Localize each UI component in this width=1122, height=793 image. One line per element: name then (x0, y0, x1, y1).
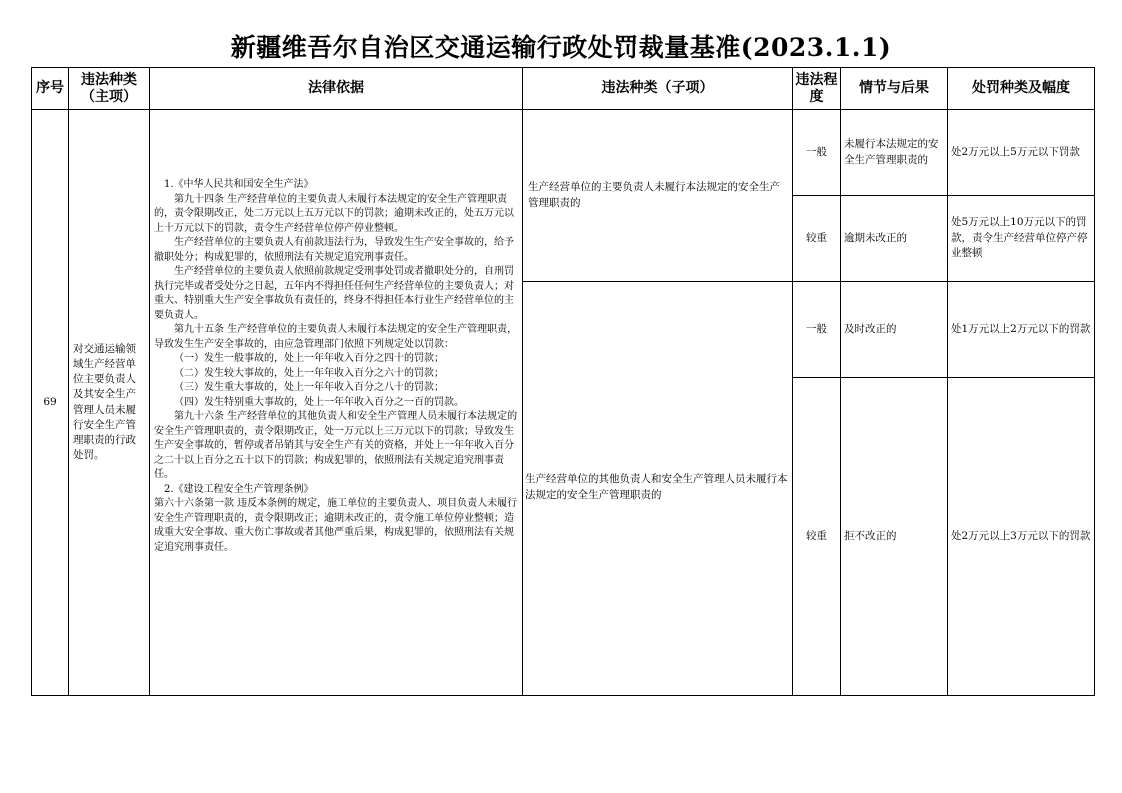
law-article-95-item3: （三）发生重大事故的，处上一年年收入百分之八十的罚款； (174, 382, 444, 393)
page-title: 新疆维吾尔自治区交通运输行政处罚裁量基准(2023.1.1) (230, 33, 892, 62)
category-sub-cell: 生产经营单位的其他负责人和安全生产管理人员未履行本法规定的安全生产管理职责的 (523, 282, 793, 696)
header-penalty: 处罚种类及幅度 (948, 68, 1095, 110)
law-title-2: 2.《建设工程安全生产管理条例》 (164, 483, 314, 495)
penalty-cell: 处2万元以上3万元以下的罚款 (948, 378, 1095, 696)
circumstance-cell: 拒不改正的 (841, 378, 948, 696)
category-main-cell: 对交通运输领域生产经营单位主要负责人及其安全生产管理人员未履行安全生产管理职责的行政处罚。 (69, 110, 150, 696)
header-degree: 违法程度 (793, 68, 841, 110)
degree-cell: 一般 (793, 110, 841, 196)
header-circumstance: 情节与后果 (841, 68, 948, 110)
law-article-95-item1: （一）发生一般事故的，处上一年年收入百分之四十的罚款； (174, 353, 444, 364)
penalty-cell: 处5万元以上10万元以下的罚款，责令生产经营单位停产停业整顿 (948, 196, 1095, 282)
law-article-95-item2: （二）发生较大事故的，处上一年年收入百分之六十的罚款； (174, 367, 444, 379)
category-sub-cell: 生产经营单位的主要负责人未履行本法规定的安全生产管理职责的 (523, 110, 793, 282)
table-header-row (32, 68, 1095, 110)
law-article-94: 第九十四条 生产经营单位的主要负责人未履行本法规定的安全生产管理职责的，责令限期改正，处二万元以上五万元以下的罚款；逾期未改正的，处五万元以上十万元以下的罚款，责令生产经营单位停产停业整顿。 (154, 193, 514, 234)
law-article-66: 第六十六条第一款 违反本条例的规定，施工单位的主要负责人、项目负责人未履行安全生产管理职责的，责令限期改正；逾期未改正的，责令施工单位停业整顿；造成重大安全事故、重大伤亡事故或者其他严重后果，构成犯罪的，依照刑法有关规定追究刑事责任。 (154, 498, 518, 553)
penalty-cell: 处1万元以上2万元以下的罚款 (948, 282, 1095, 378)
law-article-95-item4: （四）发生特别重大事故的，处上一年年收入百分之一百的罚款。 (174, 396, 464, 408)
circumstance-cell: 未履行本法规定的安全生产管理职责的 (841, 110, 948, 196)
penalty-cell: 处2万元以上5万元以下罚款 (948, 110, 1095, 196)
degree-cell: 较重 (793, 378, 841, 696)
circumstance-cell: 逾期未改正的 (841, 196, 948, 282)
legal-basis-cell (150, 110, 523, 696)
header-legal-basis: 法律依据 (150, 68, 523, 110)
table-row (32, 110, 1095, 196)
seq-cell: 69 (32, 110, 69, 696)
law-article-94-p2: 生产经营单位的主要负责人有前款违法行为，导致发生生产安全事故的，给予撤职处分；构成犯罪的，依照刑法有关规定追究刑事责任。 (154, 237, 514, 263)
law-article-94-p3: 生产经营单位的主要负责人依照前款规定受刑事处罚或者撤职处分的，自刑罚执行完毕或者受处分之日起，五年内不得担任任何生产经营单位的主要负责人；对重大、特别重大生产安全事故负有责任的，终身不得担任本行业生产经营单位的主要负责人。 (154, 266, 514, 321)
degree-cell: 较重 (793, 196, 841, 282)
header-category-sub: 违法种类（子项） (523, 68, 793, 110)
circumstance-cell: 及时改正的 (841, 282, 948, 378)
header-seq: 序号 (32, 68, 69, 110)
law-title-1: 1.《中华人民共和国安全生产法》 (164, 179, 314, 190)
header-category-main: 违法种类（主项） (69, 68, 150, 110)
law-article-95: 第九十五条 生产经营单位的主要负责人未履行本法规定的安全生产管理职责，导致发生生产安全事故的，由应急管理部门依照下列规定处以罚款： (154, 324, 518, 350)
law-article-96: 第九十六条 生产经营单位的其他负责人和安全生产管理人员未履行本法规定的安全生产管理职责的，责令限期改正，处一万元以上三万元以下的罚款；导致发生生产安全事故的，暂停或者吊销其与安全生产有关的资格，并处上一年年收入百分之二十以上百分之五十以下的罚款；构成犯罪的，依照刑法有关规定追究刑事责任。 (154, 411, 518, 480)
degree-cell: 一般 (793, 282, 841, 378)
penalty-standard-table (31, 67, 1095, 696)
